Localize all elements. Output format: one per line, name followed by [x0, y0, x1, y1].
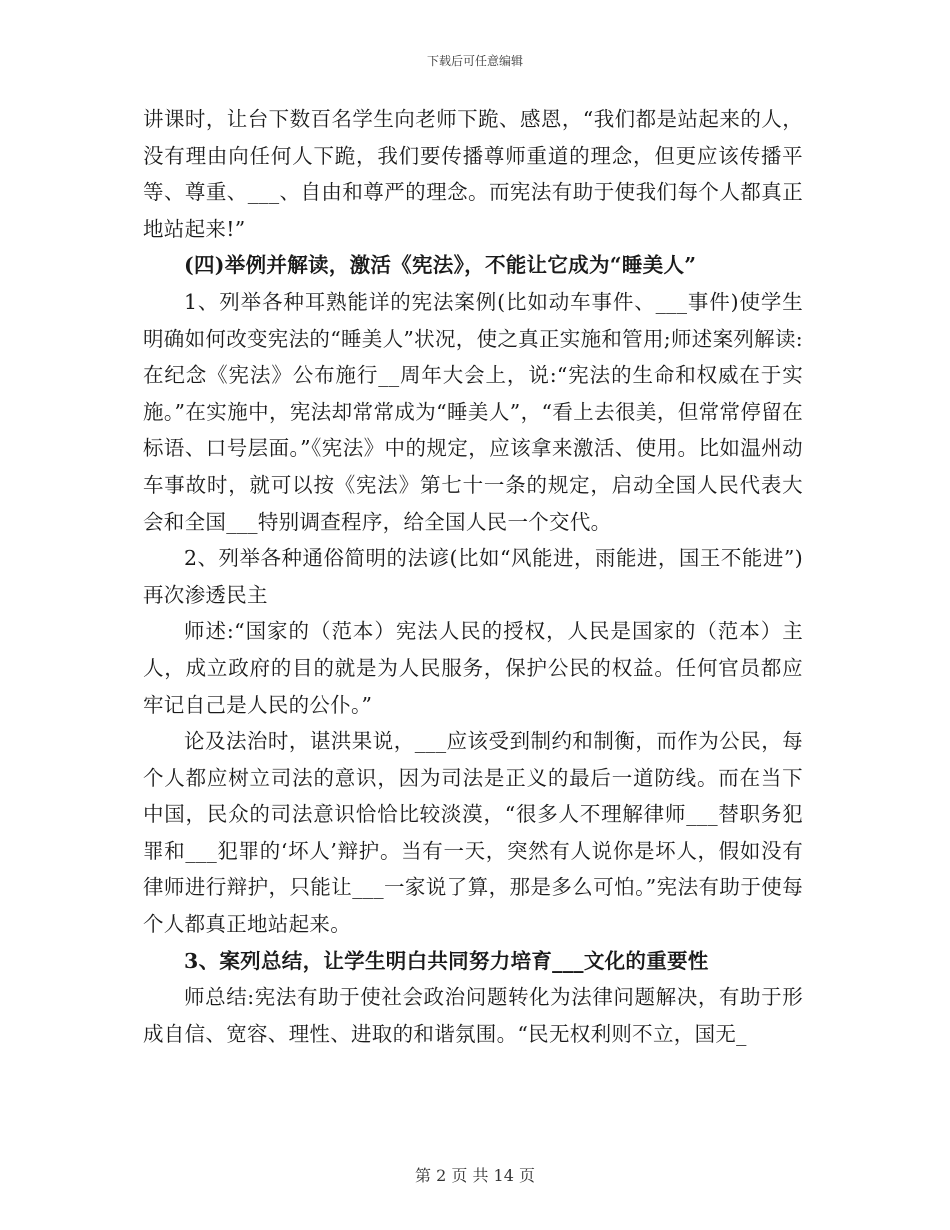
page-header: 下载后可任意编辑	[426, 54, 523, 68]
paragraph-legal-proverbs: 2、列举各种通俗简明的法谚(比如“风能进，雨能进，国王不能进”)再次渗透民主	[143, 546, 803, 607]
page-footer: 第 2 页 共 14 页	[415, 1166, 535, 1185]
section-heading-summary: 3、案列总结，让学生明白共同努力培育___文化的重要性	[184, 948, 709, 973]
document-body	[143, 101, 803, 1052]
paragraph-teacher-summary: 师总结:宪法有助于使社会政治问题转化为法律问题解决，有助于形成自信、宽容、理性、进取的和谐氛围。“民无权利则不立，国无_	[143, 985, 803, 1046]
paragraph-continuation: 讲课时，让台下数百名学生向老师下跪、感恩，“我们都是站起来的人，没有理由向任何人下跪，我们要传播尊师重道的理念，但更应该传播平等、尊重、___、自由和尊严的理念。而宪法有助于使我们每个人都真正地站起来!”	[143, 107, 803, 241]
paragraph-case-examples: 1、列举各种耳熟能详的宪法案例(比如动车事件、___事件)使学生明确如何改变宪法的“睡美人”状况，使之真正实施和管用;师述案列解读:在纪念《宪法》公布施行__周年大会上，说:“宪法的生命和权威在于实施。”在实施中，宪法却常常成为“睡美人”，“看上去很美，但常常停留在标语、口号层面。”《宪法》中的规定，应该拿来激活、使用。比如温州动车事故时，就可以按《宪法》第七十一条的规定，启动全国人民代表大会和全国___特别调查程序，给全国人民一个交代。	[143, 289, 803, 534]
paragraph-teacher-statement: 师述:“国家的（范本）宪法人民的授权，人民是国家的（范本）主人，成立政府的目的就是为人民服务，保护公民的权益。任何官员都应牢记自己是人民的公仆。”	[143, 619, 803, 717]
paragraph-rule-of-law: 论及法治时，谌洪果说，___应该受到制约和制衡，而作为公民，每个人都应树立司法的意识，因为司法是正义的最后一道防线。而在当下中国，民众的司法意识恰恰比较淡漠，“很多人不理解律师___替职务犯罪和___犯罪的‘坏人’辩护。当有一天，突然有人说你是坏人，假如没有律师进行辩护，只能让___一家说了算，那是多么可怕。”宪法有助于使每个人都真正地站起来。	[143, 729, 803, 937]
section-heading-four: (四)举例并解读，激活《宪法》，不能让它成为“睡美人”	[184, 253, 697, 278]
